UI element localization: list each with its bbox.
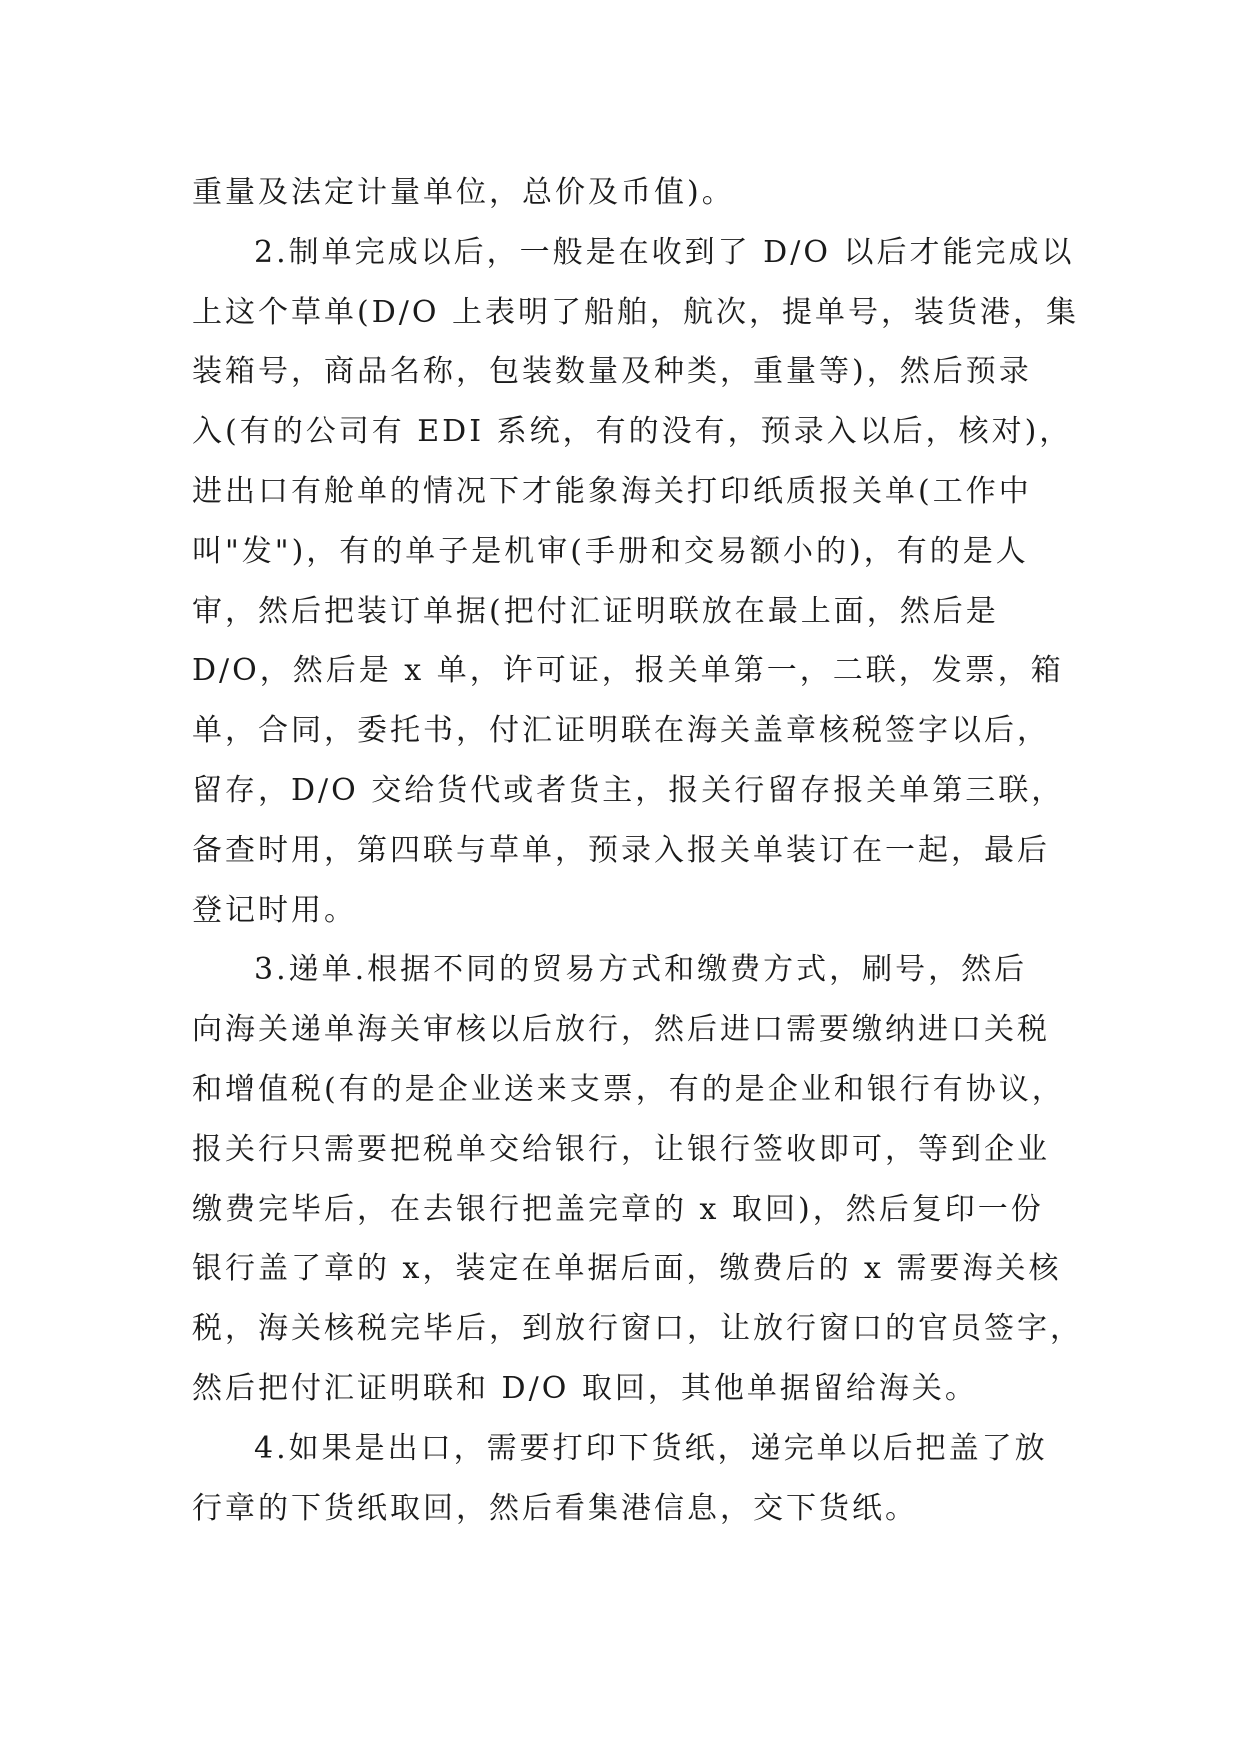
document-body — [192, 163, 1083, 1538]
text-line-8: 审，然后把装订单据(把付汇证明联放在最上面，然后是 — [192, 593, 999, 629]
text-line-21: 然后把付汇证明联和 D/O 取回，其他单据留给海关。 — [192, 1370, 978, 1406]
text-line-17: 报关行只需要把税单交给银行，让银行签收即可，等到企业 — [192, 1131, 1050, 1167]
text-line-14: 3.递单.根据不同的贸易方式和缴费方式，刷号，然后 — [254, 952, 1028, 988]
text-line-10: 单，合同，委托书，付汇证明联在海关盖章核税签字以后， — [192, 713, 1050, 749]
text-line-3: 上这个草单(D/O 上表明了船舶，航次，提单号，装货港，集 — [192, 294, 1079, 330]
text-line-15: 向海关递单海关审核以后放行，然后进口需要缴纳进口关税 — [192, 1012, 1050, 1048]
text-line-6: 进出口有舱单的情况下才能象海关打印纸质报关单(工作中 — [192, 473, 1032, 509]
text-line-20: 税，海关核税完毕后，到放行窗口，让放行窗口的官员签字， — [192, 1311, 1083, 1347]
text-line-2: 2.制单完成以后，一般是在收到了 D/O 以后才能完成以 — [254, 234, 1075, 270]
text-line-1: 重量及法定计量单位，总价及币值)。 — [192, 175, 735, 210]
text-line-7: 叫"发")，有的单子是机审(手册和交易额小的)，有的是人 — [192, 533, 1029, 569]
text-line-13: 登记时用。 — [192, 892, 357, 928]
text-line-23: 行章的下货纸取回，然后看集港信息，交下货纸。 — [192, 1490, 918, 1526]
text-line-22: 4.如果是出口，需要打印下货纸，递完单以后把盖了放 — [254, 1430, 1048, 1466]
text-line-9: D/O，然后是 x 单，许可证，报关单第一，二联，发票，箱 — [192, 653, 1064, 689]
text-line-5: 入(有的公司有 EDI 系统，有的没有，预录入以后，核对)， — [192, 414, 1073, 450]
text-line-11: 留存，D/O 交给货代或者货主，报关行留存报关单第三联， — [192, 772, 1065, 808]
text-line-16: 和增值税(有的是企业送来支票，有的是企业和银行有协议， — [192, 1071, 1065, 1107]
text-line-18: 缴费完毕后，在去银行把盖完章的 x 取回)，然后复印一份 — [192, 1191, 1044, 1227]
text-line-19: 银行盖了章的 x，装定在单据后面，缴费后的 x 需要海关核 — [192, 1251, 1062, 1287]
text-line-12: 备查时用，第四联与草单，预录入报关单装订在一起，最后 — [192, 832, 1050, 868]
text-line-4: 装箱号，商品名称，包装数量及种类，重量等)，然后预录 — [192, 354, 1032, 390]
